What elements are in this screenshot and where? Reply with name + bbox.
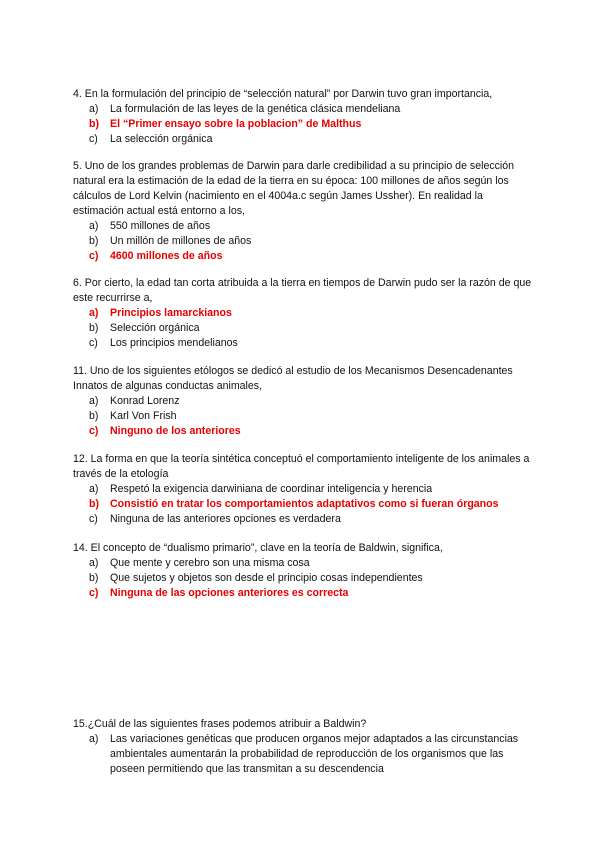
option-text: Que sujetos y objetos son desde el principio cosas independientes [110,572,423,584]
option-c-correct [73,249,533,264]
question-6 [73,276,533,351]
option-a [73,394,533,409]
option-b [73,409,533,424]
option-label: c) [89,337,98,349]
option-c [73,132,533,147]
option-text: Respetó la exigencia darwiniana de coordinar inteligencia y herencia [110,483,433,495]
option-text: Ninguno de los anteriores [110,425,241,437]
option-a [73,219,533,234]
question-stem: 15.¿Cuál de las siguientes frases podemos atribuir a Baldwin? [73,718,367,730]
option-c-correct [73,424,533,439]
option-b-correct [73,497,533,512]
option-text: Konrad Lorenz [110,395,180,407]
option-label: c) [89,250,99,262]
option-label: b) [89,118,99,130]
option-text: La formulación de las leyes de la genética clásica mendeliana [110,103,401,115]
option-label: c) [89,425,99,437]
option-text: Karl Von Frish [110,410,177,422]
option-text: Un millón de millones de años [110,235,252,247]
option-a [73,482,533,497]
option-a [73,556,533,571]
option-c-correct [73,586,533,601]
option-label: c) [89,587,99,599]
option-b-correct [73,117,533,132]
options-list [73,306,533,351]
option-text: 4600 millones de años [110,250,223,262]
option-text: Selección orgánica [110,322,200,334]
question-stem: 11. Uno de los siguientes etólogos se dedicó al estudio de los Mecanismos Desencadenantes Innatos de algunas conductas animales, [73,365,513,392]
option-text: Consistió en tratar los comportamientos adaptativos como si fueran órganos [110,498,499,510]
option-label: b) [89,410,99,422]
option-label: a) [89,307,99,319]
question-15 [73,717,533,777]
question-11 [73,364,533,439]
option-text: Las variaciones genéticas que producen organos mejor adaptados a las circunstancias ambientales aumentarán la probabilidad de reproducción de los organismos que las poseen permitiendo que las transmitan a su descendencia [110,733,519,775]
option-label: a) [89,483,99,495]
options-list [73,732,533,777]
question-stem: 14. El concepto de “dualismo primario”, clave en la teoría de Baldwin, significa, [73,542,443,554]
option-label: b) [89,498,99,510]
option-a [73,732,533,777]
option-text: Los principios mendelianos [110,337,238,349]
options-list [73,219,533,264]
option-label: b) [89,572,99,584]
question-stem: 12. La forma en que la teoría sintética conceptuó el comportamiento inteligente de los animales a través de la etología [73,453,530,480]
option-text: 550 millones de años [110,220,211,232]
option-a [73,102,533,117]
question-stem: 4. En la formulación del principio de “selección natural” por Darwin tuvo gran importancia, [73,88,493,100]
option-text: Ninguna de las opciones anteriores es correcta [110,587,349,599]
option-label: c) [89,513,98,525]
option-text: El “Primer ensayo sobre la poblacion” de Malthus [110,118,362,130]
option-b [73,234,533,249]
option-label: a) [89,557,99,569]
option-b [73,571,533,586]
options-list [73,556,533,601]
option-label: a) [89,103,99,115]
option-label: b) [89,322,99,334]
options-list [73,394,533,439]
option-label: c) [89,133,98,145]
question-14 [73,541,533,601]
question-12 [73,452,533,527]
option-text: Principios lamarckianos [110,307,232,319]
question-stem: 6. Por cierto, la edad tan corta atribuida a la tierra en tiempos de Darwin pudo ser la razón de que este recurrirse a, [73,277,532,304]
option-text: Ninguna de las anteriores opciones es verdadera [110,513,341,525]
option-a-correct [73,306,533,321]
options-list [73,102,533,147]
option-label: b) [89,235,99,247]
question-5 [73,159,533,264]
option-label: a) [89,733,99,745]
option-c [73,512,533,527]
option-c [73,336,533,351]
option-text: Que mente y cerebro son una misma cosa [110,557,310,569]
question-4 [73,87,533,147]
question-stem: 5. Uno de los grandes problemas de Darwin para darle credibilidad a su principio de selección natural era la estimación de la edad de la tierra en su época: 100 millones de años según los cálculos de Lord Kelvin (nacimiento en el 4004a.c según James Ussher). En realidad la estimación actual está entorno a los, [73,160,515,217]
option-label: a) [89,395,99,407]
option-label: a) [89,220,99,232]
options-list [73,482,533,527]
option-b [73,321,533,336]
option-text: La selección orgánica [110,133,213,145]
